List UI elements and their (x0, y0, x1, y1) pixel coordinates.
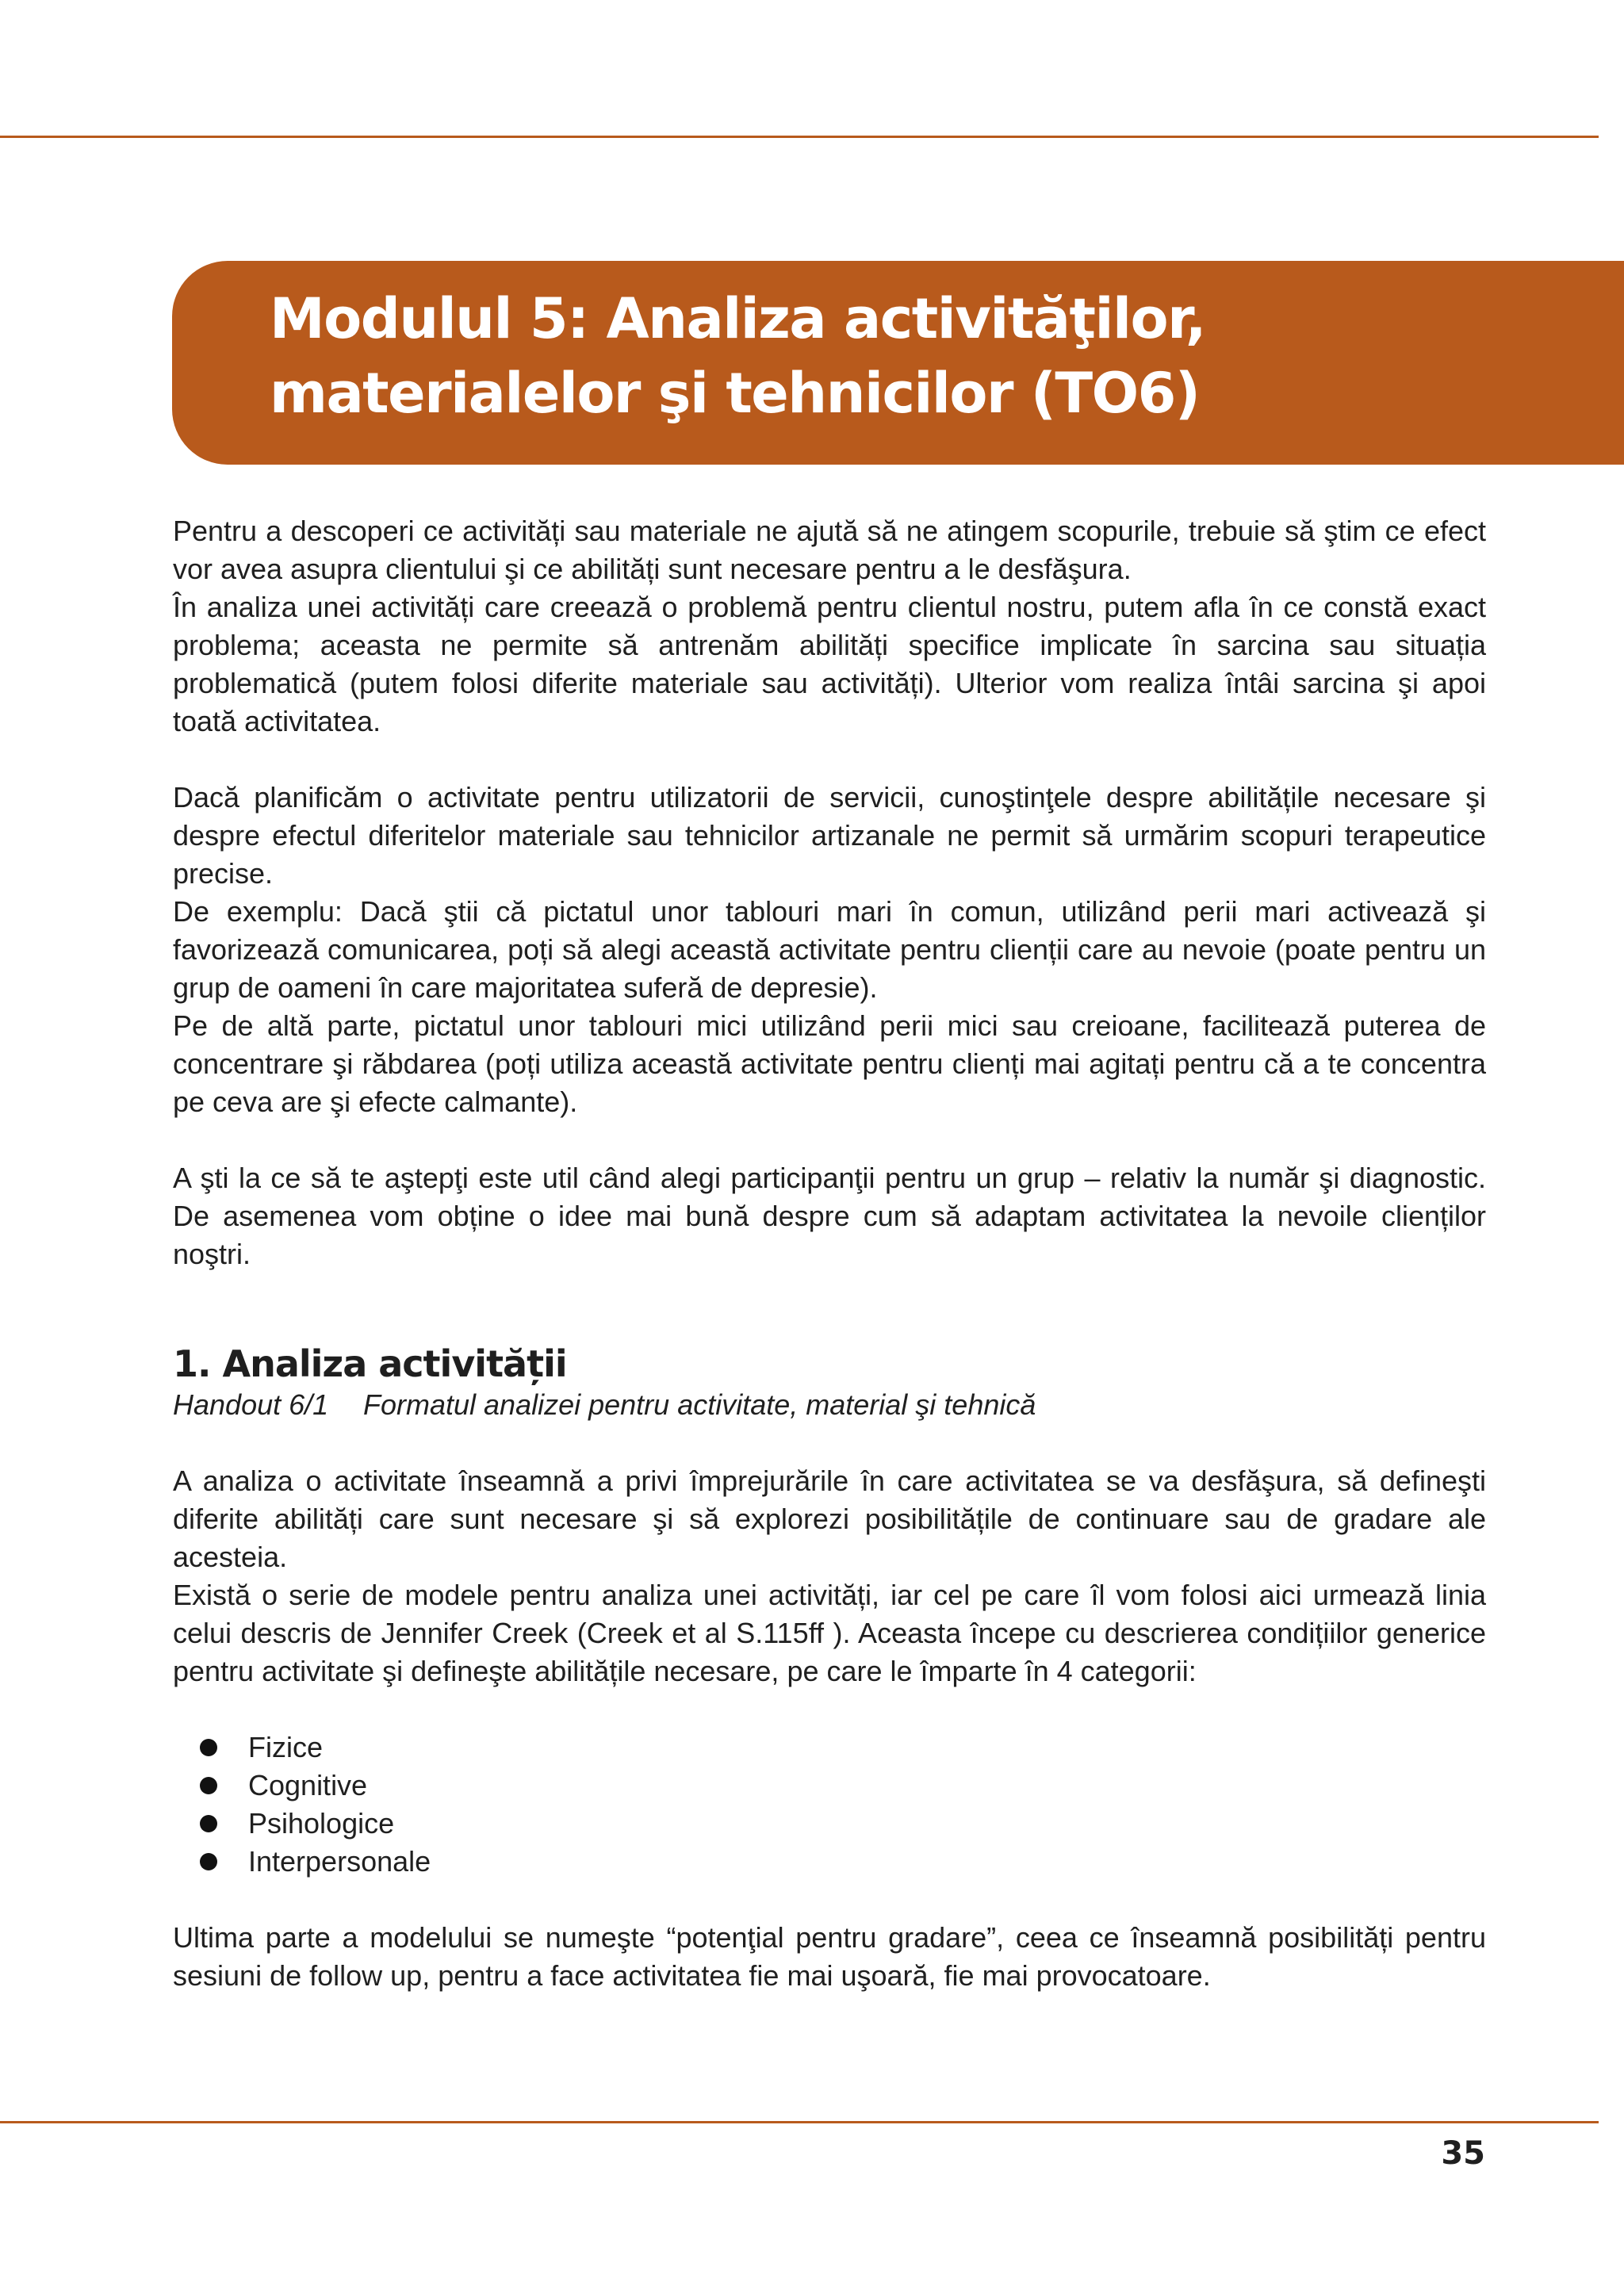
section-paragraph-1: A analiza o activitate înseamnă a privi împrejurările în care activitatea se va desfăşura, să defineşti diferite abilități care sunt necesare şi să explorezi posibilitățile de continuare sau de gradare ale acesteia. (173, 1464, 1486, 1573)
handout-reference (173, 1386, 1486, 1424)
category-label: Psihologice (248, 1807, 395, 1840)
section-title: 1. Analiza activității (173, 1342, 567, 1385)
category-label: Interpersonale (248, 1845, 431, 1878)
category-label: Cognitive (248, 1769, 368, 1801)
intro-paragraph-5: Pe de altă parte, pictatul unor tablouri mici utilizând perii mici sau creioane, facilitează puterea de concentrare şi răbdarea (poți utiliza această activitate pentru clienți mai agitați pentru că a te concentra pe ceva are şi efecte calmante). (173, 1009, 1486, 1118)
category-label: Fizice (248, 1731, 324, 1763)
handout-title: Formatul analizei pentru activitate, material şi tehnică (363, 1388, 1036, 1421)
handout-code: Handout 6/1 (173, 1388, 329, 1421)
page-number: 35 (1441, 2135, 1485, 2172)
section-paragraph-3: Ultima parte a modelului se numeşte “potenţial pentru gradare”, ceea ce înseamnă posibilități pentru sesiuni de follow up, pentru a face activitatea fie mai uşoară, fie mai provocatoare. (173, 1921, 1486, 1992)
intro-paragraph-2: În analiza unei activități care creează o problemă pentru clientul nostru, putem afla în ce constă exact problema; aceasta ne permite să antrenăm abilități specifice implicate în sarcina sau situația problematică (putem folosi diferite materiale sau activități). Ulterior vom realiza întâi sarcina şi apoi toată activitatea. (173, 591, 1486, 737)
list-item (173, 1729, 1486, 1767)
abilities-category-list (173, 1729, 1486, 1881)
intro-paragraph-4: De exemplu: Dacă ştii că pictatul unor tablouri mari în comun, utilizând perii mari activează şi favorizează comunicarea, poți să alegi această activitate pentru clienții care au nevoie (poate pentru un grup de oameni în care majoritatea suferă de depresie). (173, 895, 1486, 1004)
module-title-banner (172, 261, 1624, 465)
page-content (173, 512, 1486, 1995)
bullet-icon (200, 1739, 217, 1756)
section-paragraph-2: Există o serie de modele pentru analiza unei activități, iar cel pe care îl vom folosi aici urmează linia celui descris de Jennifer Creek (Creek et al S.115ff ). Aceasta începe cu descrierea condițiilor generice pentru activitate şi defineşte abilitățile necesare, pe care le împarte în 4 categorii: (173, 1579, 1486, 1687)
bullet-icon (200, 1777, 217, 1794)
top-divider (0, 136, 1599, 138)
intro-paragraph-3: Dacă planificăm o activitate pentru utilizatorii de servicii, cunoştinţele despre abilitățile necesare şi despre efectul diferitelor materiale sau tehnicilor artizanale ne permit să urmărim scopuri terapeutice precise. (173, 781, 1486, 890)
module-title-line-2: materialelor şi tehnicilor (TO6) (270, 361, 1200, 426)
bullet-icon (200, 1815, 217, 1832)
intro-paragraph-1: Pentru a descoperi ce activități sau materiale ne ajută să ne atingem scopurile, trebuie să ştim ce efect vor avea asupra clientului şi ce abilități sunt necesare pentru a le desfăşura. (173, 515, 1486, 585)
module-title-line-1: Modulul 5: Analiza activităţilor, (270, 286, 1205, 351)
list-item (173, 1805, 1486, 1843)
bottom-divider (0, 2121, 1599, 2123)
bullet-icon (200, 1853, 217, 1870)
list-item (173, 1767, 1486, 1805)
list-item (173, 1843, 1486, 1881)
intro-paragraph-6: A şti la ce să te aştepţi este util când alegi participanţii pentru un grup – relativ la număr şi diagnostic. De asemenea vom obține o idee mai bună despre cum să adaptam activitatea la nevoile clienților noştri. (173, 1162, 1486, 1270)
